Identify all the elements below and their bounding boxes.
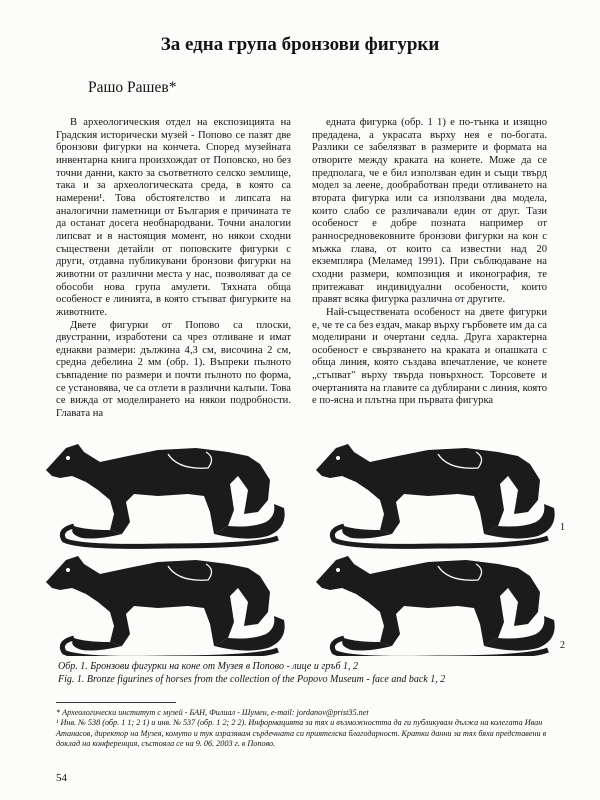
figure-caption bbox=[58, 660, 578, 686]
horse-figurine-2-back bbox=[316, 556, 555, 656]
text-column-right bbox=[312, 117, 547, 408]
horse-figurine-1-back bbox=[316, 444, 555, 546]
page-number: 54 bbox=[56, 772, 67, 784]
horse-figurine-1-face bbox=[46, 444, 285, 546]
figure-horse-figurines bbox=[38, 430, 568, 656]
footnote: * Археологически институт с музей - БАН, Филиал - Шумен, e-mail: jordanov@prist35.net bbox=[56, 708, 369, 717]
text-column-left bbox=[56, 117, 291, 421]
article-author: Рашо Рашев* bbox=[88, 79, 177, 96]
article-title: За една група бронзови фигурки bbox=[160, 34, 440, 55]
caption-english: Fig. 1. Bronze figurines of horses from the collection of the Popovo Museum - face and back 1, 2 bbox=[58, 674, 446, 685]
figure-label-1: 1 bbox=[560, 522, 565, 533]
footnote: ¹ Инв. № 538 (обр. 1 1; 2 1) и инв. № 537 (обр. 1 2; 2 2). Информацията за тях и възможността да ги публикувам дължа на колегата Иван Атанасов, директор на Музея, комуто и тук изразявам сърдечната си приятелска благодарност. Кратки данни за тях бяха представени в доклад на конференция, състояла се на 9. 06. 2003 г. в Попово. bbox=[56, 718, 547, 749]
paragraph: В археологическия отдел на експозицията на Градския исторически музей - Попово се пазят две бронзови фигурки на кончета. Според музейната инвентарна книга произхождат от Поповско, но без точни данни, както за съответното селско землище, така и за археологическата среда, в която са намерени¹. Това обстоятелство и липсата на аналогични паметници от България е причината те да останат досега необнародвани. Точни аналогии липсват и в настоящия момент, но някои сходни съществени детайли от поповските фигурки с други, отдавна публикувани бронзови фигурки на животни от различни места у нас, позволяват да се обособи нова група амулети. Тяхната обща особеност е линията, в която стъпват фигурките на животните. bbox=[56, 117, 291, 318]
paragraph: Най-съществената особеност на двете фигурки е, че те са без ездач, макар върху гърбовете им да са моделирани и очертани седла. Друга характерна особеност е свързването на краката и опашката с обща линия, която създава впечатление, че конете „стъпват" върху твърда повърхност. Торсовете и очертанията на главите са дублирани с линия, която е по-ясна и плътна при първата фигурка bbox=[312, 306, 547, 407]
paragraph: Двете фигурки от Попово са плоски, двустранни, изработени са чрез отливане и имат еднакви размери: дължина 4,3 см, височина 2 см, средна дебелина 2 мм (обр. 1). Въпреки пълното съвпадение по размери и почти пълното по форма, се установява, че са отлети в различни калъпи. Това се вижда от моделирането на някои подробности. Главата на bbox=[56, 319, 291, 420]
paragraph: едната фигурка (обр. 1 1) е по-тънка и изящно предадена, а украсата върху нея е по-богата. Разлики се забелязват в размерите и формата на отворите между краката на конете. Може да се предполага, че е бил използван един и същи твърд модел за леене, дообработван преди отливането на втората фигурка или са използвани два модела, които слабо се различавали един от друг. Тази особеност е добре позната например от ранносредновековните бронзови фигурки на кон с мъжка глава, от които са известни над 20 екземпляра (Меламед 1991). При съблюдаване на сходни размери, композиция и иконография, те притежават индивидуални особености, които правят всяка фигурка различна от другите. bbox=[312, 117, 547, 306]
footnote-divider bbox=[56, 702, 176, 703]
figure-label-2: 2 bbox=[560, 640, 565, 651]
horse-figurine-2-face bbox=[46, 556, 285, 656]
caption-bulgarian: Обр. 1. Бронзови фигурки на коне от Музея в Попово - лице и гръб 1, 2 bbox=[58, 661, 358, 672]
footnotes bbox=[56, 708, 571, 750]
